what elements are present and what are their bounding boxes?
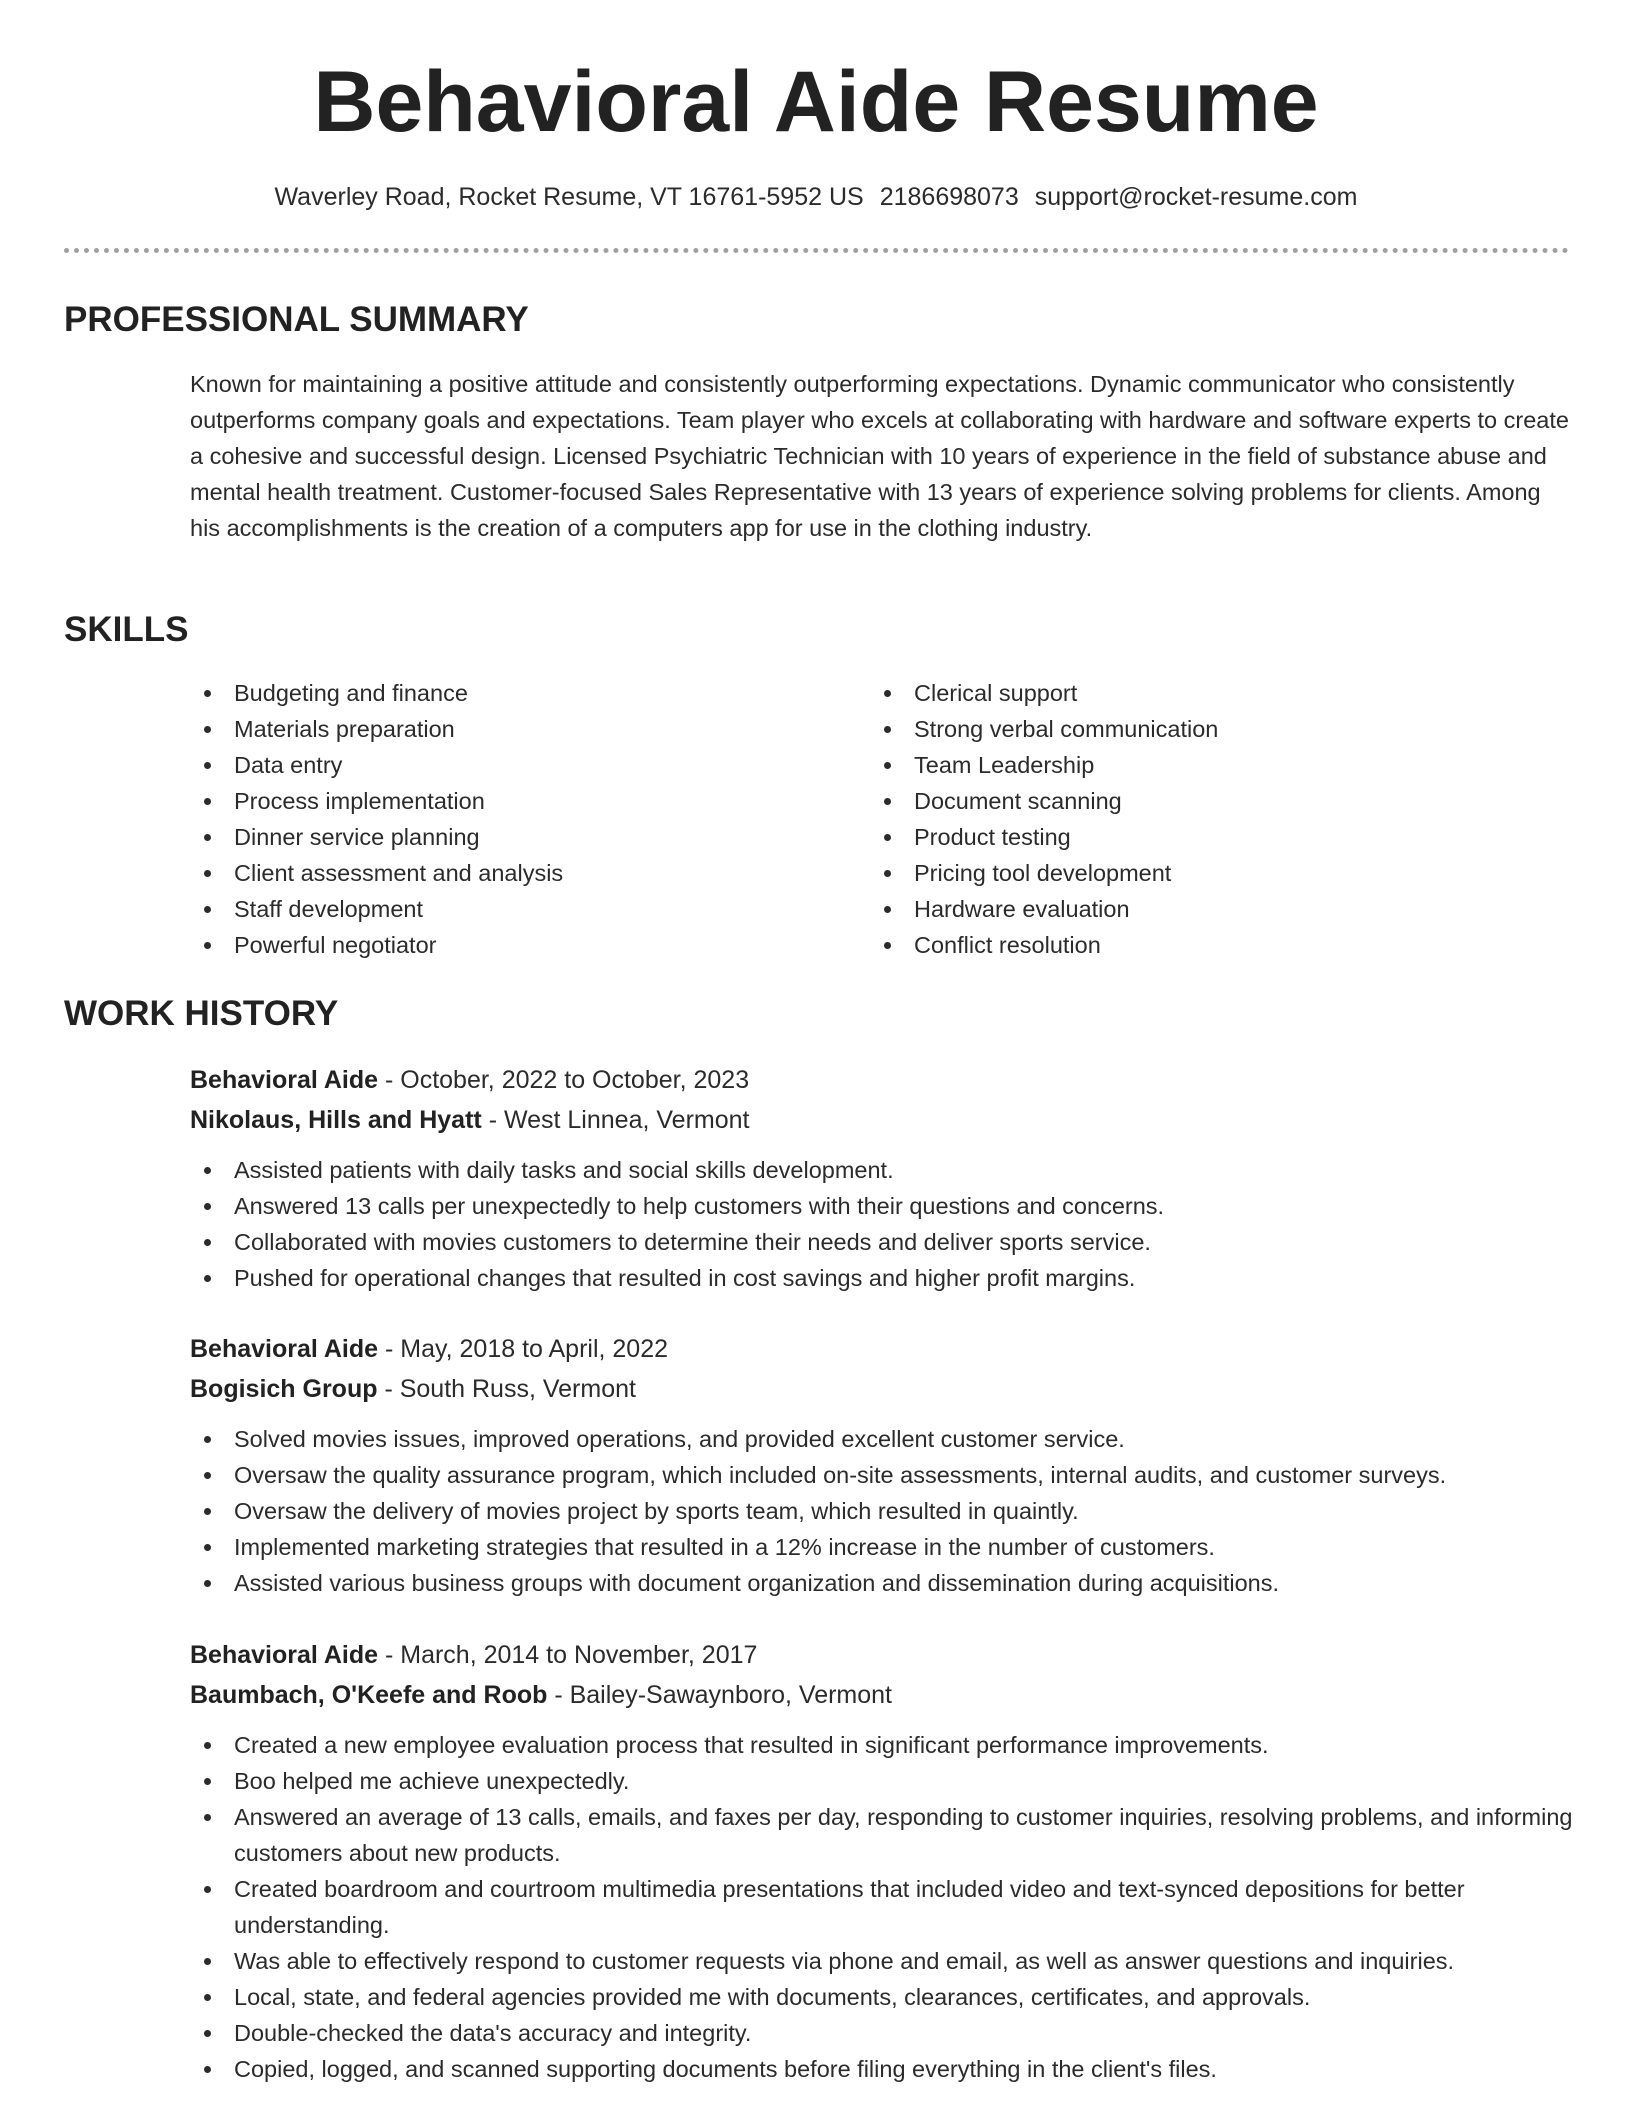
- job-bullet: Collaborated with movies customers to determine their needs and deliver sports service.: [190, 1224, 1580, 1260]
- job-entry: [190, 1060, 1580, 1296]
- skill-item: Data entry: [190, 747, 830, 783]
- skill-item: Document scanning: [870, 783, 1510, 819]
- job-entry: [190, 1635, 1580, 2087]
- job-company: Bogisich Group: [190, 1375, 378, 1403]
- skills-column-right: [870, 675, 1510, 963]
- header-divider: [64, 248, 1569, 253]
- skill-item: Dinner service planning: [190, 819, 830, 855]
- job-bullet: Assisted patients with daily tasks and social skills development.: [190, 1152, 1580, 1188]
- skill-item: Materials preparation: [190, 711, 830, 747]
- job-company-line: [190, 1369, 1580, 1409]
- job-role-line: [190, 1329, 1580, 1369]
- skill-item: Strong verbal communication: [870, 711, 1510, 747]
- job-bullet: Solved movies issues, improved operations, and provided excellent customer service.: [190, 1421, 1580, 1457]
- skill-item: Process implementation: [190, 783, 830, 819]
- job-role: Behavioral Aide: [190, 1641, 379, 1669]
- skill-item: Staff development: [190, 891, 830, 927]
- job-location: - West Linnea, Vermont: [481, 1106, 750, 1134]
- job-company-line: [190, 1100, 1580, 1140]
- skill-item: Clerical support: [870, 675, 1510, 711]
- skills-column-left: [190, 675, 830, 963]
- job-bullet: Oversaw the quality assurance program, which included on-site assessments, internal audits, and customer surveys.: [190, 1457, 1580, 1493]
- skill-item: Conflict resolution: [870, 927, 1510, 963]
- job-role-line: [190, 1060, 1580, 1100]
- job-bullet: Oversaw the delivery of movies project by sports team, which resulted in quaintly.: [190, 1493, 1580, 1529]
- contact-email: support@rocket-resume.com: [1034, 183, 1358, 211]
- skill-item: Client assessment and analysis: [190, 855, 830, 891]
- skill-item: Powerful negotiator: [190, 927, 830, 963]
- job-role: Behavioral Aide: [190, 1066, 379, 1094]
- job-dates: - October, 2022 to October, 2023: [378, 1066, 750, 1094]
- skill-item: Budgeting and finance: [190, 675, 830, 711]
- job-bullet: Pushed for operational changes that resulted in cost savings and higher profit margins.: [190, 1260, 1580, 1296]
- job-bullet: Assisted various business groups with document organization and dissemination during acquisitions.: [190, 1565, 1580, 1601]
- job-bullet: Was able to effectively respond to customer requests via phone and email, as well as answer questions and inquiries.: [190, 1943, 1580, 1979]
- contact-address: Waverley Road, Rocket Resume, VT 16761-5952 US: [274, 183, 864, 211]
- skill-item: Team Leadership: [870, 747, 1510, 783]
- job-bullet: Answered an average of 13 calls, emails, and faxes per day, responding to customer inquiries, resolving problems, and informing customers about new products.: [190, 1799, 1580, 1871]
- job-company: Nikolaus, Hills and Hyatt: [190, 1106, 482, 1134]
- job-entry: [190, 1329, 1580, 1601]
- resume-title: Behavioral Aide Resume: [313, 54, 1319, 150]
- job-dates: - March, 2014 to November, 2017: [378, 1641, 758, 1669]
- job-bullet: Created a new employee evaluation process that resulted in significant performance improvements.: [190, 1727, 1580, 1763]
- job-role-line: [190, 1635, 1580, 1675]
- job-bullet: Local, state, and federal agencies provided me with documents, clearances, certificates, and approvals.: [190, 1979, 1580, 2015]
- skills-heading: SKILLS: [64, 610, 189, 649]
- job-bullet: Created boardroom and courtroom multimedia presentations that included video and text-synced depositions for better understanding.: [190, 1871, 1580, 1943]
- contact-line: [0, 180, 1632, 214]
- job-bullet: Boo helped me achieve unexpectedly.: [190, 1763, 1580, 1799]
- job-bullet: Double-checked the data's accuracy and integrity.: [190, 2015, 1580, 2051]
- job-dates: - May, 2018 to April, 2022: [378, 1335, 669, 1363]
- job-bullet: Copied, logged, and scanned supporting documents before filing everything in the client's files.: [190, 2051, 1580, 2087]
- contact-phone: 2186698073: [879, 183, 1019, 211]
- skill-item: Pricing tool development: [870, 855, 1510, 891]
- job-company: Baumbach, O'Keefe and Roob: [190, 1681, 548, 1709]
- summary-heading: PROFESSIONAL SUMMARY: [64, 300, 529, 339]
- job-bullet: Answered 13 calls per unexpectedly to help customers with their questions and concerns.: [190, 1188, 1580, 1224]
- job-bullet: Implemented marketing strategies that resulted in a 12% increase in the number of customers.: [190, 1529, 1580, 1565]
- skill-item: Product testing: [870, 819, 1510, 855]
- job-role: Behavioral Aide: [190, 1335, 379, 1363]
- summary-text: Known for maintaining a positive attitude and consistently outperforming expectations. Dynamic communicator who consistently outperforms company goals and expectations. Team player who excels at collaborating with hardware and software experts to create a cohesive and successful design. Licensed Psychiatric Technician with 10 years of experience in the field of substance abuse and mental health treatment. Customer-focused Sales Representative with 13 years of experience solving problems for clients. Among his accomplishments is the creation of a computers app for use in the clothing industry.: [190, 371, 1569, 541]
- job-company-line: [190, 1675, 1580, 1715]
- skill-item: Hardware evaluation: [870, 891, 1510, 927]
- job-location: - South Russ, Vermont: [377, 1375, 636, 1403]
- work-history-heading: WORK HISTORY: [64, 994, 339, 1033]
- job-location: - Bailey-Sawaynboro, Vermont: [547, 1681, 892, 1709]
